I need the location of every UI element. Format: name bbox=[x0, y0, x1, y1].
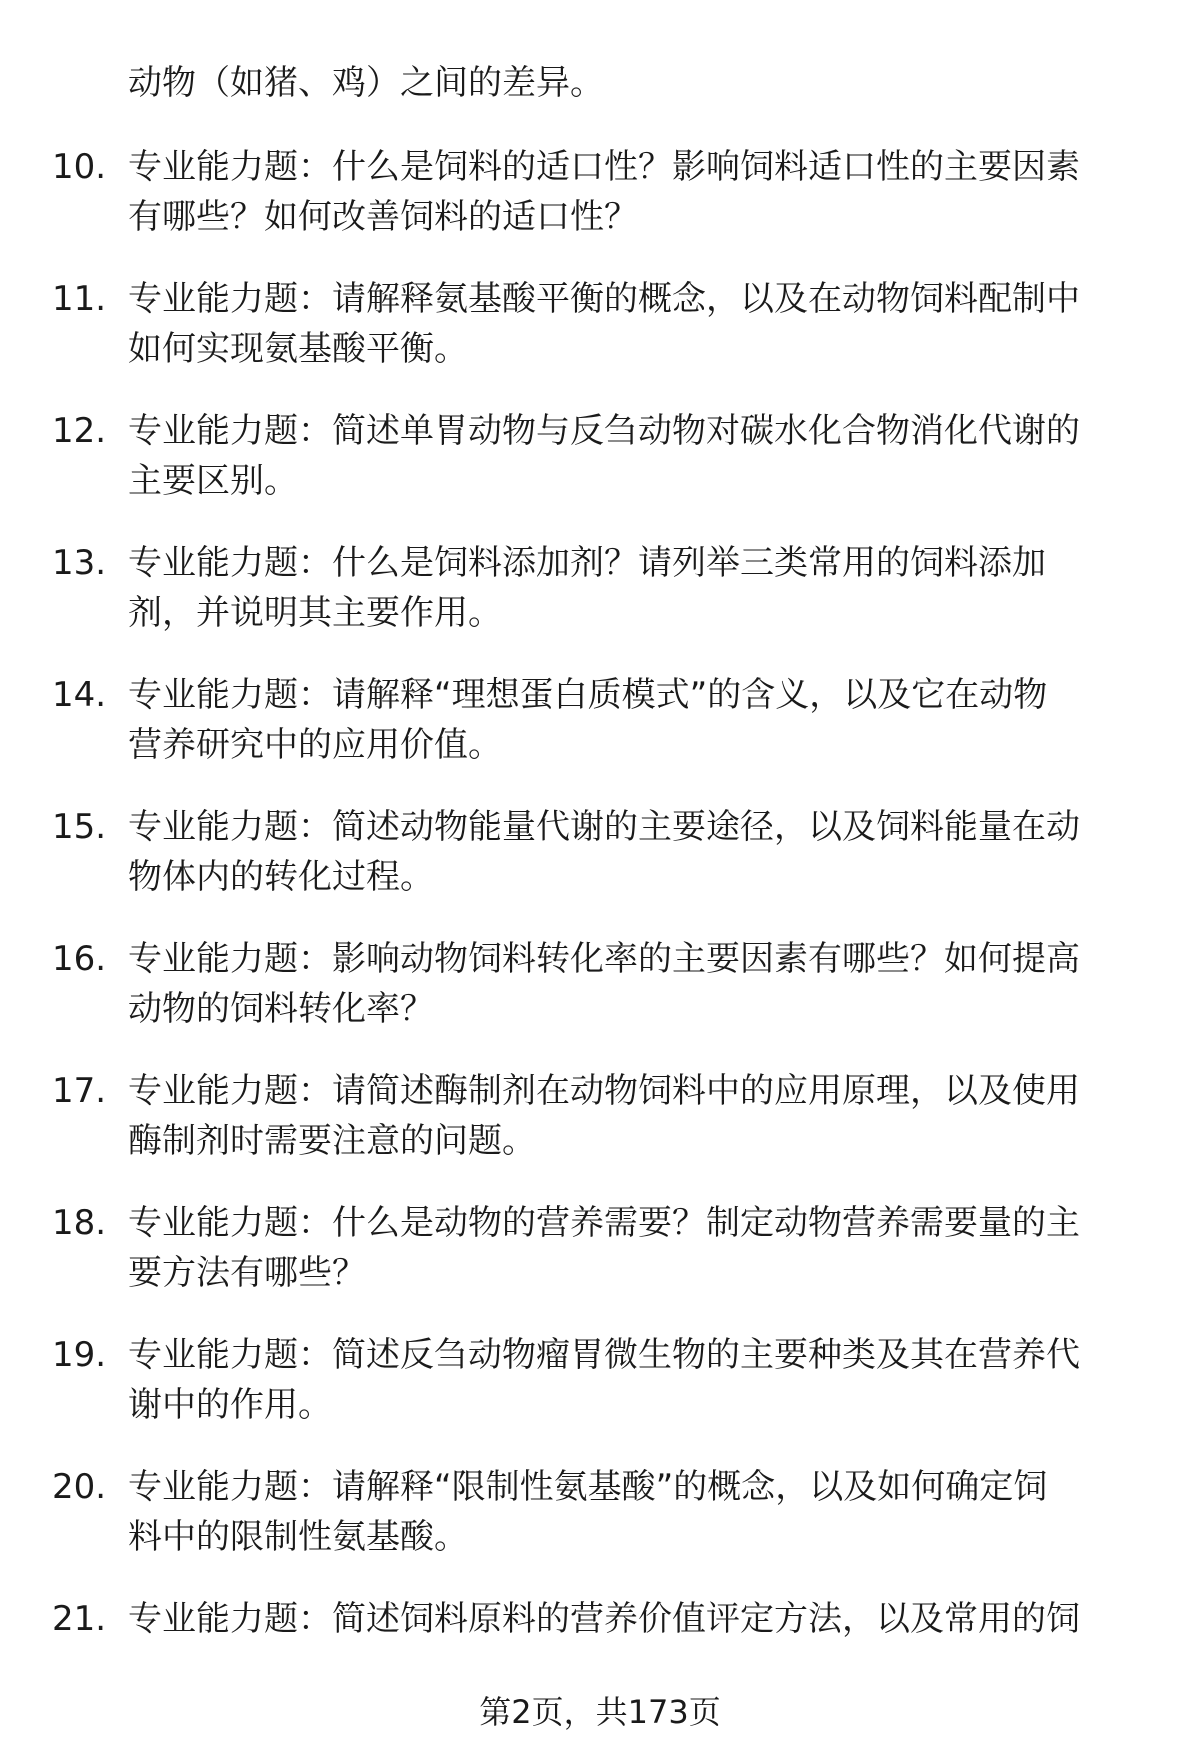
question-number: 11. bbox=[52, 279, 107, 319]
question-item bbox=[0, 142, 1200, 274]
question-line: 专业能力题：影响动物饲料转化率的主要因素有哪些？如何提高 bbox=[128, 939, 1080, 979]
question-line: 专业能力题：请解释氨基酸平衡的概念，以及在动物饲料配制中 bbox=[128, 279, 1080, 319]
question-number: 13. bbox=[52, 543, 107, 583]
question-text bbox=[128, 406, 1148, 506]
question-item bbox=[0, 274, 1200, 406]
question-number: 19. bbox=[52, 1335, 107, 1375]
question-line: 如何实现氨基酸平衡。 bbox=[128, 329, 468, 369]
question-line: 动物的饲料转化率？ bbox=[128, 989, 434, 1029]
question-text bbox=[128, 670, 1148, 770]
question-line: 专业能力题：简述反刍动物瘤胃微生物的主要种类及其在营养代 bbox=[128, 1335, 1080, 1375]
question-number: 14. bbox=[52, 675, 107, 715]
question-line: 专业能力题：什么是饲料的适口性？影响饲料适口性的主要因素 bbox=[128, 147, 1080, 187]
question-text bbox=[128, 538, 1148, 638]
question-item bbox=[0, 1330, 1200, 1462]
question-text bbox=[128, 274, 1148, 374]
question-line: 专业能力题：什么是饲料添加剂？请列举三类常用的饲料添加 bbox=[128, 543, 1046, 583]
question-line: 专业能力题：简述动物能量代谢的主要途径，以及饲料能量在动 bbox=[128, 807, 1080, 847]
question-item bbox=[0, 670, 1200, 802]
page-footer: 第2页，共173页 bbox=[479, 1693, 721, 1731]
question-item bbox=[0, 538, 1200, 670]
continuation-line: 动物（如猪、鸡）之间的差异。 bbox=[128, 63, 604, 103]
question-text bbox=[128, 1462, 1148, 1562]
question-number: 16. bbox=[52, 939, 107, 979]
question-text bbox=[128, 934, 1148, 1034]
question-line: 谢中的作用。 bbox=[128, 1385, 332, 1425]
question-number: 10. bbox=[52, 147, 107, 187]
question-line: 专业能力题：请解释“理想蛋白质模式”的含义，以及它在动物 bbox=[128, 675, 1048, 715]
question-line: 专业能力题：什么是动物的营养需要？制定动物营养需要量的主 bbox=[128, 1203, 1080, 1243]
question-text bbox=[128, 1594, 1148, 1644]
question-text bbox=[128, 1330, 1148, 1430]
question-item bbox=[0, 934, 1200, 1066]
question-text bbox=[128, 1198, 1148, 1298]
question-number: 20. bbox=[52, 1467, 107, 1507]
question-line: 专业能力题：请简述酶制剂在动物饲料中的应用原理，以及使用 bbox=[128, 1071, 1080, 1111]
question-number: 17. bbox=[52, 1071, 107, 1111]
question-item bbox=[0, 1066, 1200, 1198]
question-text bbox=[128, 802, 1148, 902]
question-number: 15. bbox=[52, 807, 107, 847]
question-line: 物体内的转化过程。 bbox=[128, 857, 434, 897]
question-number: 21. bbox=[52, 1599, 107, 1639]
question-line: 专业能力题：简述单胃动物与反刍动物对碳水化合物消化代谢的 bbox=[128, 411, 1080, 451]
question-list bbox=[0, 142, 1200, 1726]
question-number: 18. bbox=[52, 1203, 107, 1243]
question-line: 剂，并说明其主要作用。 bbox=[128, 593, 502, 633]
question-line: 有哪些？如何改善饲料的适口性？ bbox=[128, 197, 638, 237]
question-number: 12. bbox=[52, 411, 107, 451]
question-line: 料中的限制性氨基酸。 bbox=[128, 1517, 468, 1557]
question-line: 营养研究中的应用价值。 bbox=[128, 725, 502, 765]
question-text bbox=[128, 1066, 1148, 1166]
question-line: 专业能力题：简述饲料原料的营养价值评定方法，以及常用的饲 bbox=[128, 1599, 1080, 1639]
question-item bbox=[0, 802, 1200, 934]
question-line: 主要区别。 bbox=[128, 461, 298, 501]
question-item bbox=[0, 1198, 1200, 1330]
question-line: 专业能力题：请解释“限制性氨基酸”的概念，以及如何确定饲 bbox=[128, 1467, 1048, 1507]
question-line: 酶制剂时需要注意的问题。 bbox=[128, 1121, 536, 1161]
question-line: 要方法有哪些？ bbox=[128, 1253, 366, 1293]
question-item bbox=[0, 406, 1200, 538]
question-item bbox=[0, 1462, 1200, 1594]
question-text bbox=[128, 142, 1148, 242]
